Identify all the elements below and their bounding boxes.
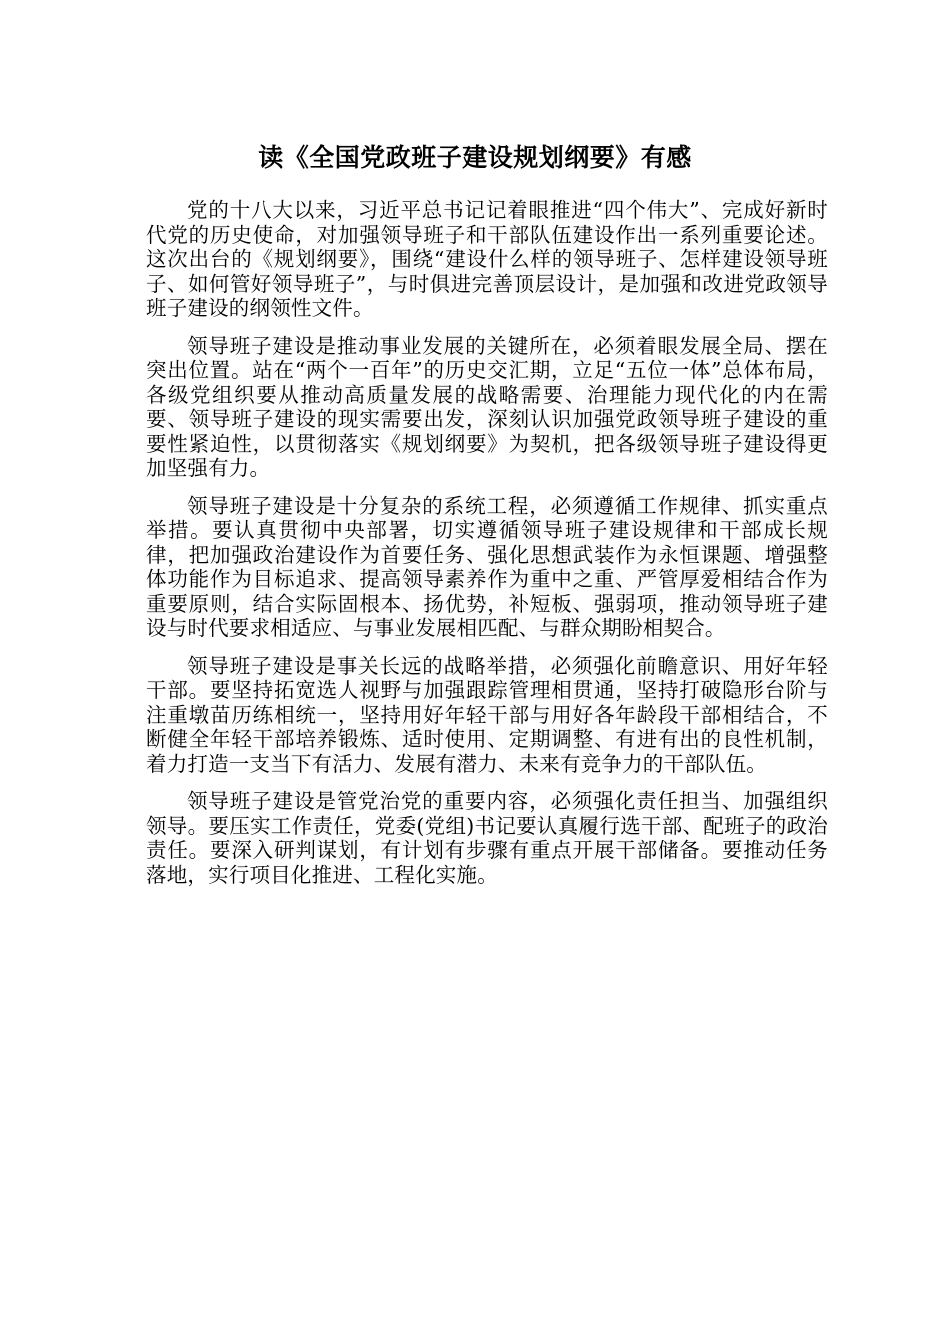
- paragraph: 领导班子建设是事关长远的战略举措，必须强化前瞻意识、用好年轻干部。要坚持拓宽选人视野与加强跟踪管理相贯通，坚持打破隐形台阶与注重墩苗历练相统一，坚持用好年轻干部与用好各年龄段干部相结合，不断健全年轻干部培养锻炼、适时使用、定期调整、有进有出的良性机制，着力打造一支当下有活力、发展有潜力、未来有竞争力的干部队伍。: [146, 653, 828, 776]
- document-title: 读《全国党政班子建设规划纲要》有感: [258, 143, 692, 172]
- paragraph: 领导班子建设是十分复杂的系统工程，必须遵循工作规律、抓实重点举措。要认真贯彻中央部署，切实遵循领导班子建设规律和干部成长规律，把加强政治建设作为首要任务、强化思想武装作为永恒课题、增强整体功能作为目标追求、提高领导素养作为重中之重、严管厚爱相结合作为重要原则，结合实际固根本、扬优势，补短板、强弱项，推动领导班子建设与时代要求相适应、与事业发展相匹配、与群众期盼相契合。: [146, 493, 828, 640]
- paragraph: 领导班子建设是管党治党的重要内容，必须强化责任担当、加强组织领导。要压实工作责任，党委(党组)书记要认真履行选干部、配班子的政治责任。要深入研判谋划，有计划有步骤有重点开展干部储备。要推动任务落地，实行项目化推进、工程化实施。: [146, 789, 828, 887]
- document-body: [146, 198, 828, 900]
- paragraph: 领导班子建设是推动事业发展的关键所在，必须着眼发展全局、摆在突出位置。站在“两个一百年”的历史交汇期，立足“五位一体”总体布局，各级党组织要从推动高质量发展的战略需要、治理能力现代化的内在需要、领导班子建设的现实需要出发，深刻认识加强党政领导班子建设的重要性紧迫性，以贯彻落实《规划纲要》为契机，把各级领导班子建设得更加坚强有力。: [146, 333, 828, 480]
- paragraph: 党的十八大以来，习近平总书记记着眼推进“四个伟大”、完成好新时代党的历史使命，对加强领导班子和干部队伍建设作出一系列重要论述。这次出台的《规划纲要》，围绕“建设什么样的领导班子、怎样建设领导班子、如何管好领导班子”，与时俱进完善顶层设计，是加强和改进党政领导班子建设的纲领性文件。: [146, 198, 828, 320]
